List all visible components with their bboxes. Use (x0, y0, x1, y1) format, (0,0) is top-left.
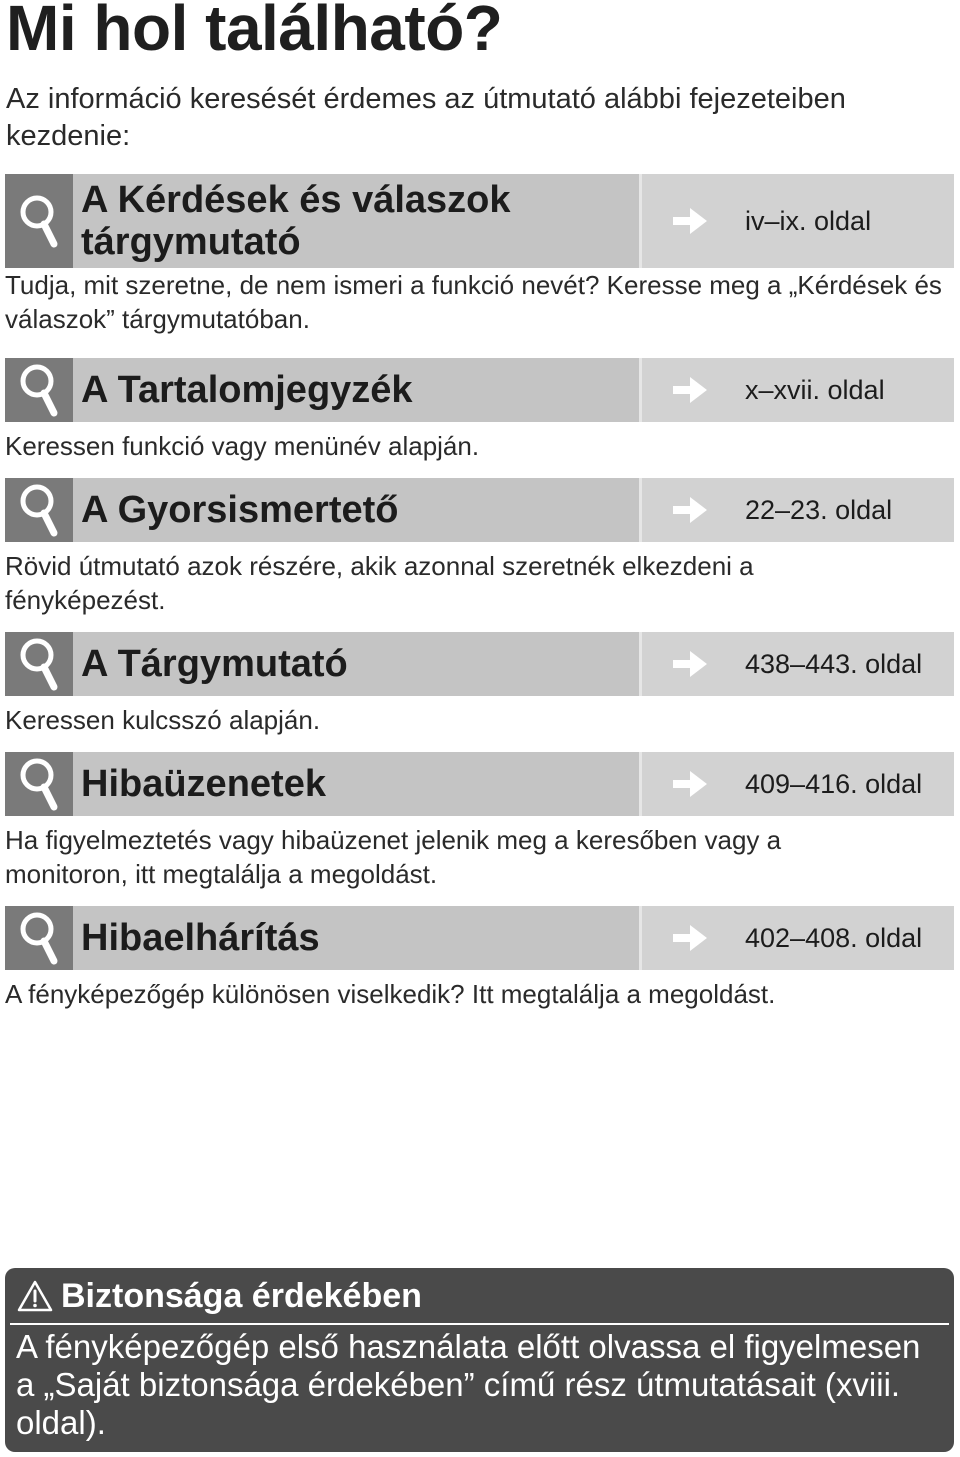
section-description: Rövid útmutató azok részére, akik azonnal szeretnék elkezdeni a fényképezést. (5, 551, 754, 615)
section-header-bar[interactable] (5, 478, 954, 542)
section-title[interactable]: Hibaüzenetek (81, 763, 326, 805)
section-description: Keressen funkció vagy menünév alapján. (5, 431, 480, 461)
page-title: Mi hol található? (6, 0, 503, 64)
arrow-right-icon (673, 205, 707, 237)
arrow-right-icon (673, 494, 707, 526)
section-header-bar[interactable] (5, 358, 954, 422)
magnifier-icon (5, 752, 73, 816)
page-reference[interactable]: 402–408. oldal (745, 922, 923, 953)
safety-header (17, 1276, 422, 1316)
safety-title: Biztonsága érdekében (61, 1276, 422, 1315)
section-description: Keressen kulcsszó alapján. (5, 705, 321, 735)
section-title[interactable]: A Tartalomjegyzék (81, 369, 413, 411)
section-header-bar[interactable] (5, 752, 954, 816)
section-index (5, 632, 954, 737)
section-questions-answers-index (5, 174, 954, 336)
magnifier-icon (5, 906, 73, 970)
arrow-right-icon (673, 374, 707, 406)
arrow-right-icon (673, 922, 707, 954)
section-title[interactable]: A Kérdések és válaszok tárgymutató (81, 179, 511, 263)
safety-body: A fényképezőgép első használata előtt olvassa el figyelmesen a „Saját biztonsága érdekében” című rész útmutatásait (xviii. oldal). (16, 1328, 921, 1441)
section-error-messages (5, 752, 954, 891)
section-table-of-contents (5, 358, 954, 463)
arrow-right-icon (673, 648, 707, 680)
magnifier-icon (5, 174, 73, 268)
section-header-bar[interactable] (5, 632, 954, 696)
magnifier-icon (5, 632, 73, 696)
magnifier-icon (5, 478, 73, 542)
section-troubleshooting (5, 906, 954, 1011)
section-header-bar[interactable] (5, 906, 954, 970)
magnifier-icon (5, 358, 73, 422)
safety-notice (5, 1268, 954, 1452)
warning-triangle-icon (17, 1280, 53, 1312)
page-reference[interactable]: 22–23. oldal (745, 494, 893, 525)
section-description: Tudja, mit szeretne, de nem ismeri a funkció nevét? Keresse meg a „Kérdések és válaszok” tárgymutatóban. (5, 270, 942, 334)
section-title[interactable]: A Gyorsismertető (81, 489, 399, 531)
arrow-right-icon (673, 768, 707, 800)
page-reference[interactable]: 438–443. oldal (745, 648, 923, 679)
section-header-bar[interactable] (5, 174, 954, 268)
section-quick-guide (5, 478, 954, 617)
section-title[interactable]: A Tárgymutató (81, 643, 348, 685)
section-title[interactable]: Hibaelhárítás (81, 917, 320, 959)
intro-text: Az információ keresését érdemes az útmutató alábbi fejezeteiben kezdenie: (6, 83, 846, 152)
page-reference[interactable]: 409–416. oldal (745, 768, 923, 799)
page-reference[interactable]: x–xvii. oldal (745, 374, 885, 405)
section-description: A fényképezőgép különösen viselkedik? Itt megtalálja a megoldást. (5, 979, 776, 1009)
page-reference[interactable]: iv–ix. oldal (745, 205, 872, 236)
section-description: Ha figyelmeztetés vagy hibaüzenet jelenik meg a keresőben vagy a monitoron, itt megtalálja a megoldást. (5, 825, 782, 889)
safety-divider (10, 1323, 949, 1325)
